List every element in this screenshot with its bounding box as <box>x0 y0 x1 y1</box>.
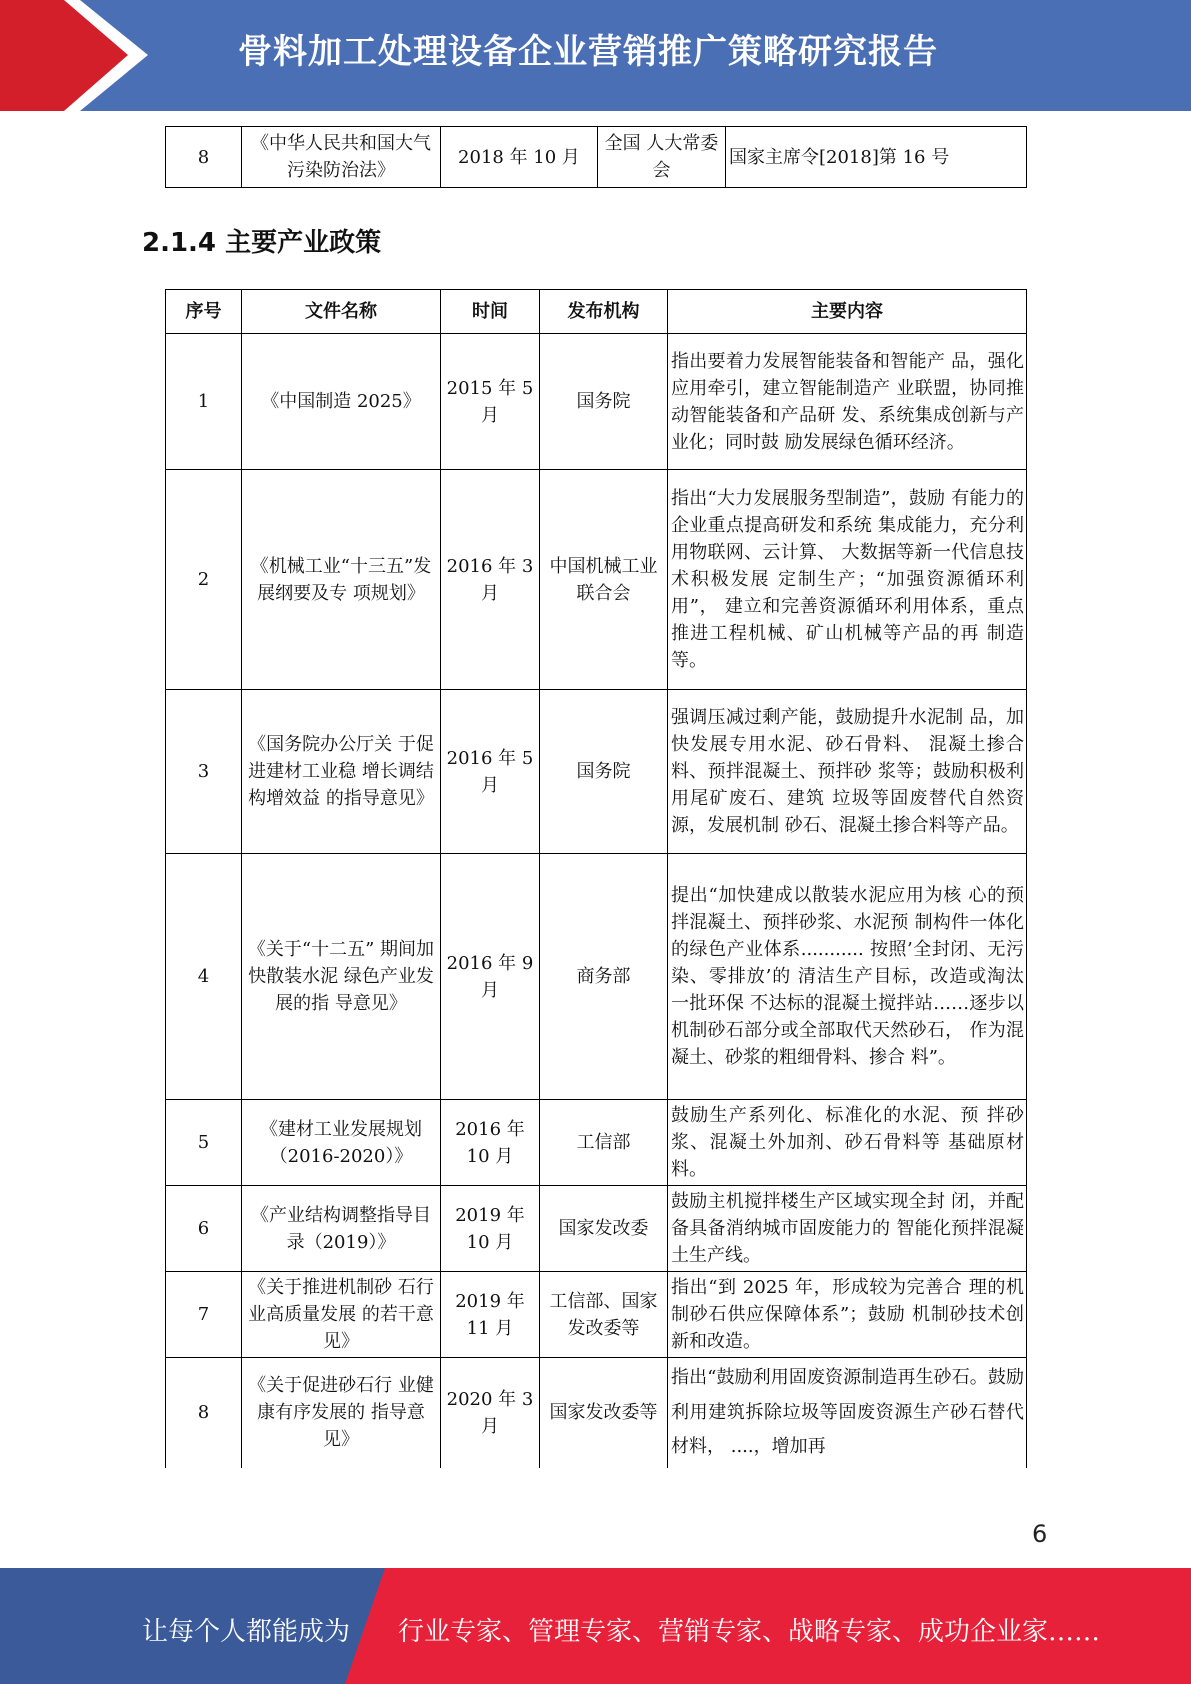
issuing-organization: 工信部 <box>540 1100 668 1186</box>
issuing-organization: 国务院 <box>540 690 668 854</box>
document-name: 《关于“十二五” 期间加快散装水泥 绿色产业发展的指 导意见》 <box>242 854 441 1100</box>
column-header-organization: 发布机构 <box>540 290 668 334</box>
document-name: 《机械工业“十三五”发展纲要及专 项规划》 <box>242 470 441 690</box>
section-heading: 2.1.4 主要产业政策 <box>142 228 382 258</box>
industry-policy-table <box>165 289 1027 1468</box>
row-number: 1 <box>166 334 242 470</box>
row-number: 2 <box>166 470 242 690</box>
report-title: 骨料加工处理设备企业营销推广策略研究报告 <box>238 32 938 72</box>
table-row <box>166 690 1027 854</box>
row-number: 7 <box>166 1272 242 1358</box>
document-time: 2016 年 9 月 <box>441 854 540 1100</box>
document-name: 《建材工业发展规划（2016-2020）》 <box>242 1100 441 1186</box>
document-name: 《关于促进砂石行 业健康有序发展的 指导意见》 <box>242 1358 441 1468</box>
table-row <box>166 1186 1027 1272</box>
issuing-organization: 中国机械工业联合会 <box>540 470 668 690</box>
document-time: 2018 年 10 月 <box>441 127 598 188</box>
document-name: 《中国制造 2025》 <box>242 334 441 470</box>
table-row <box>166 1100 1027 1186</box>
column-header-name: 文件名称 <box>242 290 441 334</box>
page-header-banner <box>0 0 1191 111</box>
main-content: 提出“加快建成以散装水泥应用为核 心的预拌混凝土、预拌砂浆、水泥预 制构件一体化的绿色产业体系........... 按照’全封闭、无污染、零排放’的 清洁生产目标，改造或淘汰一批环保 不达标的混凝土搅拌站……逐步以 机制砂石部分或全部取代天然砂石， 作为混凝土、砂浆的粗细骨料、掺合 料”。 <box>668 854 1027 1100</box>
row-number: 6 <box>166 1186 242 1272</box>
row-number: 8 <box>166 1358 242 1468</box>
document-time: 2016 年 3 月 <box>441 470 540 690</box>
table-row <box>166 1272 1027 1358</box>
document-name: 《国务院办公厅关 于促进建材工业稳 增长调结构增效益 的指导意见》 <box>242 690 441 854</box>
page-footer-banner <box>0 1568 1191 1684</box>
issuing-organization: 全国 人大常委会 <box>598 127 726 188</box>
issuing-organization: 商务部 <box>540 854 668 1100</box>
column-header-time: 时间 <box>441 290 540 334</box>
issuing-organization: 国务院 <box>540 334 668 470</box>
main-content: 指出“大力发展服务型制造”，鼓励 有能力的企业重点提高研发和系统 集成能力，充分利用物联网、云计算、 大数据等新一代信息技术积极发展 定制生产；“加强资源循环利用”， 建立和完善资源循环利用体系，重点 推进工程机械、矿山机械等产品的再 制造等。 <box>668 470 1027 690</box>
table-row <box>166 854 1027 1100</box>
table-row <box>166 1358 1027 1468</box>
document-time: 2019 年 10 月 <box>441 1186 540 1272</box>
main-content: 国家主席令[2018]第 16 号 <box>726 127 1027 188</box>
document-time: 2016 年 5 月 <box>441 690 540 854</box>
issuing-organization: 国家发改委 <box>540 1186 668 1272</box>
table-row <box>166 334 1027 470</box>
footer-slogan-right: 行业专家、管理专家、营销专家、战略专家、成功企业家…… <box>398 1617 1101 1647</box>
document-time: 2016 年 10 月 <box>441 1100 540 1186</box>
row-number: 8 <box>166 127 242 188</box>
document-time: 2019 年 11 月 <box>441 1272 540 1358</box>
page-number: 6 <box>1032 1520 1048 1548</box>
main-content: 指出“到 2025 年，形成较为完善合 理的机制砂石供应保障体系”；鼓励 机制砂技术创新和改造。 <box>668 1272 1027 1358</box>
main-content: 强调压减过剩产能，鼓励提升水泥制 品，加快发展专用水泥、砂石骨料、 混凝土掺合料、预拌混凝土、预拌砂 浆等；鼓励积极利用尾矿废石、建筑 垃圾等固废替代自然资源，发展机制 砂石、混凝土掺合料等产品。 <box>668 690 1027 854</box>
row-number: 5 <box>166 1100 242 1186</box>
document-name: 《产业结构调整指导目录（2019）》 <box>242 1186 441 1272</box>
footer-slogan-left: 让每个人都能成为 <box>142 1617 351 1647</box>
row-number: 4 <box>166 854 242 1100</box>
issuing-organization: 工信部、国家发改委等 <box>540 1272 668 1358</box>
column-header-number: 序号 <box>166 290 242 334</box>
issuing-organization: 国家发改委等 <box>540 1358 668 1468</box>
main-content: 指出“鼓励利用固废资源制造再生砂石。鼓励利用建筑拆除垃圾等固废资源生产砂石替代材料， ....，增加再 <box>668 1358 1027 1468</box>
document-time: 2020 年 3 月 <box>441 1358 540 1468</box>
table-row <box>166 470 1027 690</box>
document-name: 《关于推进机制砂 石行业高质量发展 的若干意见》 <box>242 1272 441 1358</box>
document-name: 《中华人民共和国大气污染防治法》 <box>242 127 441 188</box>
table-row <box>166 127 1027 188</box>
row-number: 3 <box>166 690 242 854</box>
table-header-row <box>166 290 1027 334</box>
column-header-content: 主要内容 <box>668 290 1027 334</box>
previous-policy-table <box>165 126 1027 188</box>
main-content: 指出要着力发展智能装备和智能产 品，强化应用牵引，建立智能制造产 业联盟，协同推动智能装备和产品研 发、系统集成创新与产业化；同时鼓 励发展绿色循环经济。 <box>668 334 1027 470</box>
main-content: 鼓励主机搅拌楼生产区域实现全封 闭，并配备具备消纳城市固废能力的 智能化预拌混凝土生产线。 <box>668 1186 1027 1272</box>
main-content: 鼓励生产系列化、标准化的水泥、预 拌砂浆、混凝土外加剂、砂石骨料等 基础原材料。 <box>668 1100 1027 1186</box>
document-time: 2015 年 5 月 <box>441 334 540 470</box>
